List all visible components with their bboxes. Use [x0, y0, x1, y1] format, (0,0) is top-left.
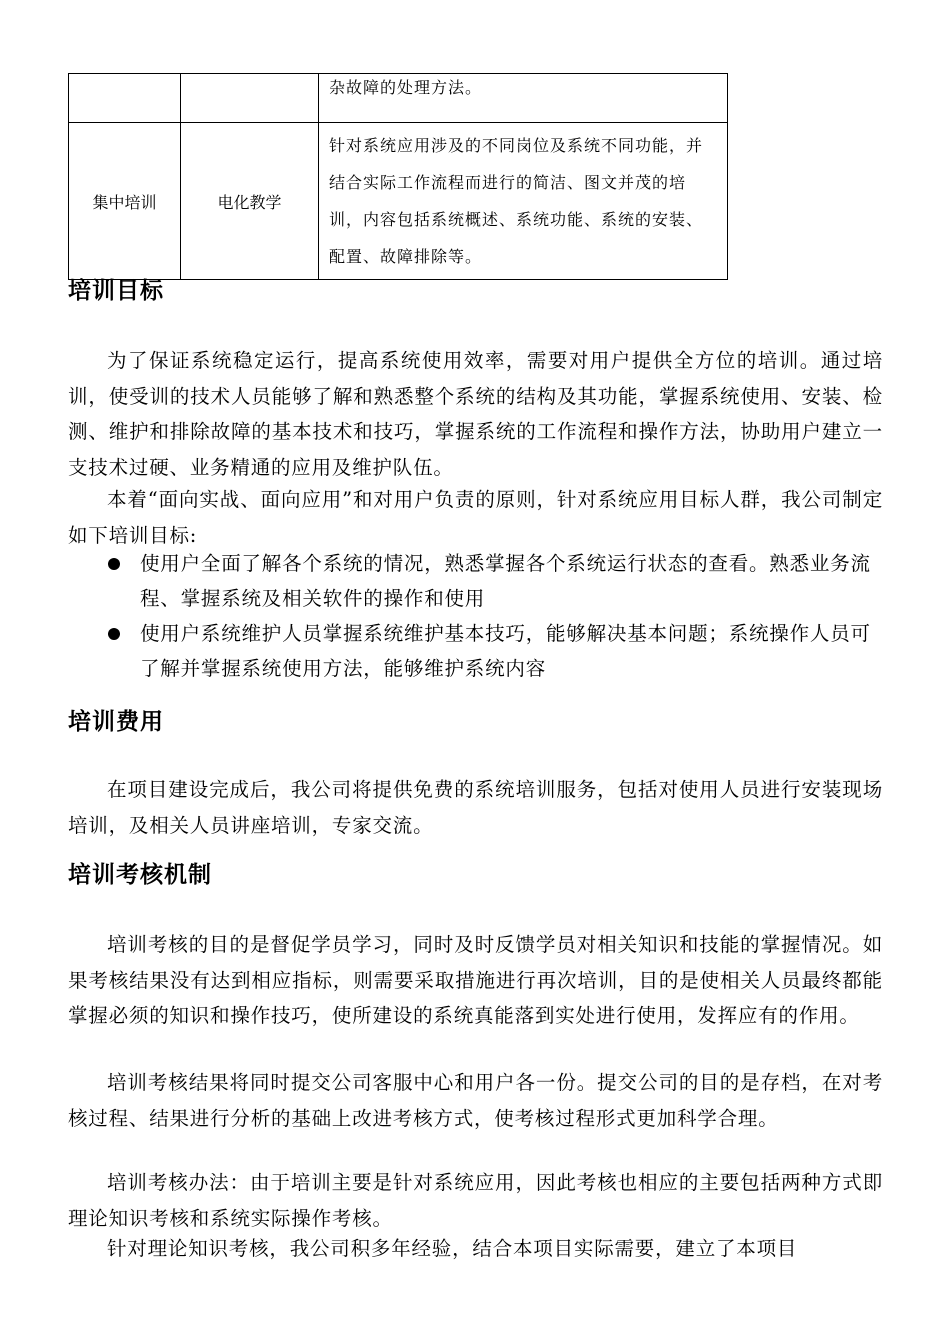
section-heading-assessment: 培训考核机制 [68, 862, 212, 888]
assessment-paragraph-4: 针对理论知识考核，我公司积多年经验，结合本项目实际需要，建立了本项目 [107, 1237, 798, 1260]
bullet-icon [108, 558, 120, 570]
training-methods-table [68, 73, 728, 280]
goal-paragraph-1: 为了保证系统稳定运行，提高系统使用效率，需要对用户提供全方位的培训。通过培训，使受训的技术人员能够了解和熟悉整个系统的结构及其功能，掌握系统使用、安装、检测、维护和排除故障的基本技术和技巧，掌握系统的工作流程和操作方法，协助用户建立一支技术过硬、业务精通的应用及维护队伍。 [68, 349, 883, 479]
assessment-paragraph-3: 培训考核办法：由于培训主要是针对系统应用，因此考核也相应的主要包括两种方式即理论知识考核和系统实际操作考核。 [68, 1171, 883, 1230]
section-heading-goal: 培训目标 [68, 278, 164, 304]
table-cell-method: 集中培训 [69, 123, 181, 280]
table-cell: 杂故障的处理方法。 [319, 74, 728, 123]
table-cell-format: 电化教学 [181, 123, 319, 280]
table-cell-description: 针对系统应用涉及的不同岗位及系统不同功能，并结合实际工作流程而进行的简洁、图文并茂的培训，内容包括系统概述、系统功能、系统的安装、配置、故障排除等。 [319, 123, 728, 280]
goal-paragraph-2: 本着“面向实战、面向应用”和对用户负责的原则，针对系统应用目标人群，我公司制定如下培训目标: [68, 488, 883, 547]
goal-bullet-list [68, 547, 883, 687]
bullet-icon [108, 628, 120, 640]
list-item [68, 547, 883, 616]
table-cell [69, 74, 181, 123]
table-cell [181, 74, 319, 123]
list-item [68, 617, 883, 686]
table-row [69, 123, 728, 280]
table-row [69, 74, 728, 123]
list-item-text: 使用户全面了解各个系统的情况，熟悉掌握各个系统运行状态的查看。熟悉业务流程、掌握系统及相关软件的操作和使用 [140, 552, 871, 610]
cost-paragraph: 在项目建设完成后，我公司将提供免费的系统培训服务，包括对使用人员进行安装现场培训，及相关人员讲座培训，专家交流。 [68, 778, 883, 837]
section-heading-cost: 培训费用 [68, 709, 164, 735]
list-item-text: 使用户系统维护人员掌握系统维护基本技巧，能够解决基本问题；系统操作人员可了解并掌握系统使用方法，能够维护系统内容 [140, 622, 871, 680]
assessment-paragraph-2: 培训考核结果将同时提交公司客服中心和用户各一份。提交公司的目的是存档，在对考核过程、结果进行分析的基础上改进考核方式，使考核过程形式更加科学合理。 [68, 1071, 883, 1130]
assessment-paragraph-1: 培训考核的目的是督促学员学习，同时及时反馈学员对相关知识和技能的掌握情况。如果考核结果没有达到相应指标，则需要采取措施进行再次培训，目的是使相关人员最终都能掌握必须的知识和操作技巧，使所建设的系统真能落到实处进行使用，发挥应有的作用。 [68, 933, 883, 1027]
